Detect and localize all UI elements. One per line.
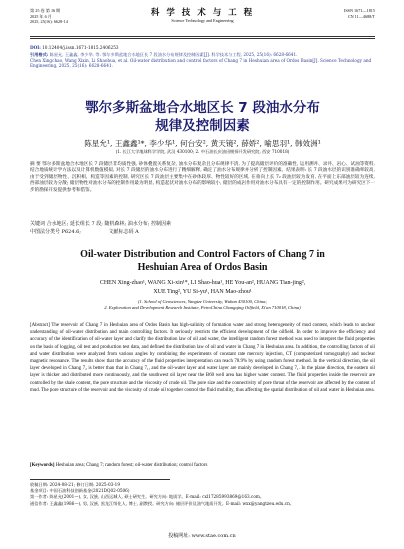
title-cn-line2: 规律及控制因素 — [155, 118, 250, 134]
citation-cn: 陈星允, 王鑫鑫, 李少华, 等. 鄂尔多斯盆地合水地区长 7 段油水分布规律及控制因素[J]. 科学技术与工程, 2025, 25(16): 6628-6641. — [49, 52, 298, 57]
footnote-received: 收稿日期: 2024-08-21; 修订日期: 2025-03-19 — [30, 482, 121, 487]
classification-line — [30, 229, 375, 236]
citation-en: Chen Xingchao, Wang Xixin, Li Shaohua, et al. Oil-water distribution and control factors of Chang 7 in Heshuian area of Ordos Basin[J]. Science Technology and Engineering, 2025, 25(16): 6628-6641. — [30, 57, 372, 69]
header-rule-2 — [30, 38, 375, 39]
clc-number: 中图法分类号 P624.6; — [30, 229, 81, 235]
footnote-first-author: 第一作者: 陈星允(2001—), 女, 汉族, 山西运城人, 硕士研究生。研究方向: 地质学。E-mail: cxl17285993869@163.com。 — [30, 494, 265, 500]
footer-url[interactable]: 投稿网址: www.stae.com.cn — [168, 533, 236, 539]
footnote-fund: 基金项目: 中国石油科技创新基金(2021DQ02-0506) — [30, 488, 130, 494]
cn-number: CN 11—4688/T — [347, 13, 375, 19]
journal-header — [30, 8, 375, 30]
header-vol: 第 25 卷 第 16 期 — [30, 8, 61, 13]
citation-block — [30, 52, 375, 69]
title-en — [30, 248, 375, 274]
citation-label: 引用格式: — [30, 52, 49, 57]
keywords-cn: 关键词 合水地区; 延长组长 7 段; 随机森林; 油水分布; 控制因素 — [30, 221, 172, 227]
authors-cn: 陈星允¹, 王鑫鑫¹*, 李少华¹, 何台安², 黄天镜², 薛娇², 喻思羽¹, 韩效洲¹ — [84, 139, 321, 148]
title-cn — [30, 99, 375, 135]
header-date: 2025 年 6 月 — [30, 13, 52, 19]
title-en-line1: Oil-water Distribution and Control Factors of Chang 7 in — [80, 249, 325, 260]
header-mid — [145, 8, 260, 24]
header-rule — [30, 36, 375, 37]
doi-line — [30, 45, 375, 51]
authors-en-line2: XUE Ting², YU Si-yu¹, HAN Mao-zhou¹ — [153, 289, 252, 295]
authors-en-line1: CHEN Xing-zhao¹, WANG Xi-xin¹*, LI Shao-hua¹, HE You-an², HUANG Tian-jing², — [99, 280, 306, 286]
footnotes — [30, 482, 375, 507]
abstract-cn: 摘 要 鄂尔多斯盆地合水地区长 7 段储层非均质性强, 砂体叠置关系复杂, 油水分布复杂且分布规律不清, 为了提高储层评价的准确性, 运用测井、录井、岩心、试油等资料, 结合地质统计学方法以及计算机数值模拟, 对长 7 段储层的油水分布进行了精细解释, 确定了油水分布规律并分析了控制因素。结果表明: 长 7 段油水层的识别准确率较高, 由于受到储层物性、沉积相、构造等因素的控制, 研究区长 7 段油层主要集中在砂体较厚、物性较好的区域, 在垂向上长 7₂ 段油层较为发育, 在平面上东部油层较为连续, 西部油层较为分散; 储层物性对油水分布的控制作用最为明显, 构造起伏对油水分布的影响较小, 储层的成岩作用对油水分布具有一定的控制作用。研究成果可为研究区下一步的勘探开发提供参考和借鉴。 — [30, 162, 375, 193]
title-cn-line1: 鄂尔多斯盆地合水地区长 7 段油水分布 — [85, 100, 320, 116]
affiliation-en — [30, 299, 375, 311]
journal-title-en: Science Technology and Engineering — [171, 18, 234, 23]
issn: ISSN 1671—1815 — [343, 8, 375, 13]
title-en-line2: Heshuian Area of Ordos Basin — [137, 262, 268, 273]
affil-en-line2: 2. Exploration and Development Research Institute, PetroChina Changqing Oilfield, Xi'an 710018, China) — [104, 305, 301, 310]
affil-en-line1: (1. School of Geosciences, Yangtze University, Wuhan 430100, China; — [138, 299, 267, 304]
header-right — [300, 8, 375, 19]
header-left — [30, 8, 100, 25]
footnote-rule — [30, 479, 170, 480]
journal-title-cn: 科 学 技 术 与 工 程 — [150, 8, 255, 18]
doi-label: DOI: — [30, 45, 41, 50]
affiliation-cn: (1. 长江大学地球科学学院, 武汉 430100; 2. 中石油长庆油田勘探开发研究院, 西安 710018) — [115, 149, 290, 154]
footnote-corresponding-author: 通信作者: 王鑫鑫(1986—), 男, 汉族, 黑龙江绥化人, 博士, 副教授。研究方向: 储层评价及油气地质开发。E-mail: wxx@yangtzeu.edu.cn。 — [30, 500, 295, 506]
header-pages: 2025, 25(16): 6628-14 — [30, 19, 68, 25]
keywords-en-text: Heshuian area; Chang 7; random forest; oil-water distribution; control factors — [55, 463, 208, 468]
keywords-en — [30, 462, 375, 469]
authors-en — [30, 279, 375, 297]
doi-value[interactable]: 10.12404/j.issn.1671-1815.2406253 — [42, 45, 119, 50]
abstract-en: [Abstract] The reservoir of Chang 7 in Heshuian area of Ordos Basin has high-salinity of formation water and strong heterogeneity of mud content, which leads to unclear understanding of oil-water distribution and main controlling factors. It seriously restricts the efficient development of the oilfield. In order to improve the efficiency and accuracy of the identification of oil-water layer and clarify the distribution law of oil and water, the intelligent random forest method was used to interpret the fluid properties on the basis of logging, oil test and production test data, and defined the distribution law of oil and water in Chang 7 in Heshuian area. In addition, the controlling factors of oil and water distribution were analyzed from various angles by combining the experiments of constant rate mercury injection, CT (computerized tomography) and nuclear magnetic resonance. The results show that the accuracy of the fluid properties interpretation can reach 78.9% by using random forest method. In the vertical direction, the oil layer developed in Chang 7₂ is better than that in Chang 7₁, and the oil-water layer and water layer are mainly developed in Chang 7₁. In the plane direction, the eastern oil layer is thicker and distributed more continuously, and the southwest oil layer near the B60 well area has higher water content. The fluid properties inside the reservoir are controlled by the shale content, the pore structure and the viscosity of crude oil. The pore size and the connectivity of pore throat of the reservoir are affected by the content of mud. The pore structure of the reservoir and the viscosity of crude oil together control the fluid mobility, thus affecting the spatial distribution of oil and water in Heshuian area. — [30, 323, 375, 393]
keywords-en-label: [Keywords] — [30, 463, 55, 468]
doc-code: 文献标志码 A — [108, 229, 139, 235]
